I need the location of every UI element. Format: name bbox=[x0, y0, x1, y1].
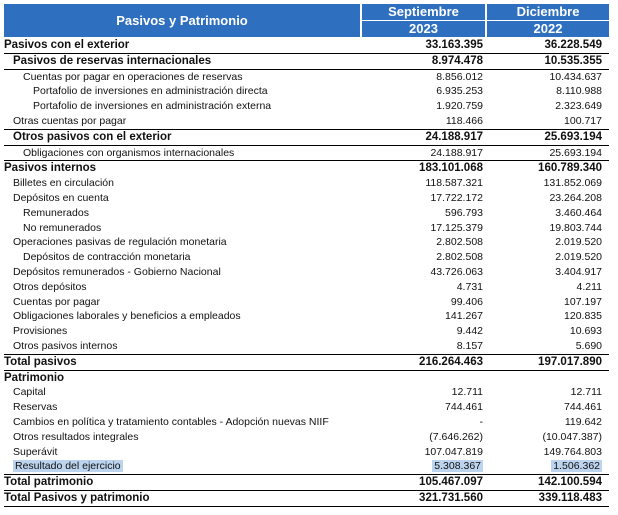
row-cuentas-pagar-reservas bbox=[4, 70, 609, 85]
value-2023: 183.101.068 bbox=[419, 162, 483, 175]
value-2023: 744.461 bbox=[445, 401, 483, 414]
value-2023: 43.726.063 bbox=[430, 265, 483, 278]
value-2023: 8.856.012 bbox=[436, 70, 483, 83]
value-2023: (7.646.262) bbox=[429, 430, 483, 443]
value-2023: 17.125.379 bbox=[430, 221, 483, 234]
row-label: Cambios en política y tratamiento contables - Adopción nuevas NIIF bbox=[13, 415, 329, 428]
row-remunerados bbox=[4, 206, 609, 221]
value-2022: 3.404.917 bbox=[555, 265, 602, 278]
table-body bbox=[4, 38, 609, 507]
value-2022: 131.852.069 bbox=[543, 177, 602, 190]
row-capital bbox=[4, 385, 609, 400]
row-label: Depósitos en cuenta bbox=[13, 191, 109, 204]
row-reservas bbox=[4, 400, 609, 415]
row-cambios-niif bbox=[4, 415, 609, 430]
row-label: Otros pasivos internos bbox=[13, 339, 118, 352]
row-label: Patrimonio bbox=[4, 371, 65, 384]
row-otros-depositos bbox=[4, 280, 609, 295]
value-2022: 25.693.194 bbox=[549, 146, 602, 159]
value-2023: 8.157 bbox=[456, 339, 483, 352]
row-no-remunerados bbox=[4, 221, 609, 236]
value-2022: 5.690 bbox=[575, 339, 602, 352]
value-2023: 6.935.253 bbox=[436, 85, 483, 98]
header-col-sept-2023 bbox=[362, 4, 485, 37]
row-label: Portafolio de inversiones en administración directa bbox=[33, 85, 268, 98]
value-2023: 9.442 bbox=[456, 325, 483, 338]
header-col-dic-2022 bbox=[487, 4, 609, 37]
value-2022: 120.835 bbox=[564, 310, 602, 323]
value-2022: 19.803.744 bbox=[549, 221, 602, 234]
header-title bbox=[4, 4, 360, 37]
row-label: Portafolio de inversiones en administración externa bbox=[33, 100, 272, 113]
value-2023: 24.188.917 bbox=[430, 146, 483, 159]
row-pasivos-exterior bbox=[4, 38, 609, 54]
value-2023: 8.974.478 bbox=[431, 54, 483, 67]
row-label: Superávit bbox=[13, 445, 58, 458]
row-label: Otros resultados integrales bbox=[13, 430, 139, 443]
value-2022: 8.110.988 bbox=[556, 85, 602, 98]
row-otros-pasivos-exterior bbox=[4, 130, 609, 146]
row-label: Capital bbox=[13, 386, 46, 399]
row-label: Provisiones bbox=[13, 325, 68, 338]
row-label: Depósitos de contracción monetaria bbox=[23, 251, 191, 264]
row-pasivos-internos bbox=[4, 161, 609, 176]
row-label: Cuentas por pagar bbox=[13, 295, 100, 308]
value-2022: 4.211 bbox=[576, 280, 602, 293]
value-2023: - bbox=[479, 415, 483, 428]
row-label: No remunerados bbox=[23, 221, 102, 234]
row-label: Otros depósitos bbox=[13, 280, 87, 293]
balance-sheet bbox=[4, 0, 614, 515]
header-col1-year: 2023 bbox=[362, 20, 485, 37]
value-2022: 25.693.194 bbox=[544, 130, 602, 143]
row-label: Pasivos internos bbox=[4, 162, 97, 175]
row-otros-resultados bbox=[4, 430, 609, 445]
value-2022: 12.711 bbox=[570, 386, 602, 399]
row-portafolio-directa bbox=[4, 84, 609, 99]
row-label: Reservas bbox=[13, 401, 58, 414]
value-2023: 118.466 bbox=[445, 114, 483, 127]
row-label: Otros pasivos con el exterior bbox=[13, 130, 172, 143]
value-2023: 33.163.395 bbox=[425, 39, 483, 51]
row-label: Obligaciones con organismos internacionales bbox=[23, 146, 235, 159]
header-col1-month: Septiembre bbox=[388, 4, 459, 19]
row-portafolio-externa bbox=[4, 99, 609, 114]
value-2023: 12.711 bbox=[451, 386, 483, 399]
row-label: Remunerados bbox=[23, 206, 89, 219]
value-2023: 321.731.560 bbox=[419, 491, 483, 504]
row-provisiones bbox=[4, 324, 609, 339]
header-title-text: Pasivos y Patrimonio bbox=[116, 12, 248, 28]
value-2023: 118.587.321 bbox=[425, 177, 483, 190]
value-2022: 36.228.549 bbox=[544, 39, 602, 51]
row-resultado-ejercicio bbox=[4, 459, 609, 475]
row-obligaciones-laborales bbox=[4, 309, 609, 324]
row-label: Total Pasivos y patrimonio bbox=[4, 491, 150, 504]
row-label: Pasivos de reservas internacionales bbox=[13, 54, 212, 67]
row-label: Total pasivos bbox=[4, 355, 77, 368]
value-2022: 107.197 bbox=[564, 295, 602, 308]
row-label: Billetes en circulación bbox=[13, 177, 114, 190]
value-2022: 744.461 bbox=[564, 401, 602, 414]
row-obligaciones-organismos bbox=[4, 146, 609, 162]
value-2022: 3.460.464 bbox=[555, 206, 602, 219]
row-total-pasivos-patrimonio bbox=[4, 491, 609, 507]
row-operaciones-pasivas bbox=[4, 235, 609, 250]
value-2023: 596.793 bbox=[445, 206, 483, 219]
row-otros-pasivos-internos bbox=[4, 339, 609, 355]
value-2022: 2.019.520 bbox=[555, 236, 602, 249]
row-depositos-cuenta bbox=[4, 191, 609, 206]
value-2022: 119.642 bbox=[564, 415, 602, 428]
value-2023: 1.920.759 bbox=[436, 100, 483, 113]
value-2023: 107.047.819 bbox=[424, 445, 483, 458]
row-label: Depósitos remunerados - Gobierno Nacional bbox=[13, 265, 221, 278]
value-2023: 105.467.097 bbox=[419, 476, 483, 489]
row-cuentas-por-pagar bbox=[4, 295, 609, 310]
value-2022: 1.506.362 bbox=[553, 460, 600, 473]
row-label: Cuentas por pagar en operaciones de reservas bbox=[23, 70, 243, 83]
row-label: Total patrimonio bbox=[4, 476, 94, 489]
value-2022: 100.717 bbox=[564, 114, 602, 127]
value-2023: 141.267 bbox=[445, 310, 483, 323]
row-label: Operaciones pasivas de regulación monetaria bbox=[13, 236, 227, 249]
row-total-patrimonio bbox=[4, 475, 609, 491]
value-2022: 149.764.803 bbox=[543, 445, 602, 458]
row-superavit bbox=[4, 445, 609, 460]
value-2022: 142.100.594 bbox=[538, 476, 602, 489]
table-header bbox=[4, 4, 609, 37]
value-2022: 10.535.355 bbox=[544, 54, 602, 67]
value-2022: 339.118.483 bbox=[538, 491, 602, 504]
value-2023: 5.308.367 bbox=[434, 460, 481, 473]
value-2022: 10.693 bbox=[569, 325, 602, 338]
value-2022: 160.789.340 bbox=[538, 162, 602, 175]
row-depositos-gobierno bbox=[4, 265, 609, 280]
row-depositos-contraccion bbox=[4, 250, 609, 265]
value-2023: 17.722.172 bbox=[430, 191, 483, 204]
value-2023: 99.406 bbox=[450, 295, 483, 308]
value-2023: 216.264.463 bbox=[419, 355, 483, 368]
row-patrimonio-heading bbox=[4, 371, 609, 386]
value-2023: 2.802.508 bbox=[436, 251, 483, 264]
row-label: Obligaciones laborales y beneficios a empleados bbox=[13, 310, 241, 323]
row-pasivos-reservas bbox=[4, 54, 609, 70]
row-label: Resultado del ejercicio bbox=[15, 460, 121, 473]
value-2022: 23.264.208 bbox=[549, 191, 602, 204]
value-2022: 2.323.649 bbox=[555, 100, 602, 113]
row-billetes bbox=[4, 176, 609, 191]
value-2022: 10.434.637 bbox=[549, 70, 602, 83]
value-2023: 2.802.508 bbox=[436, 236, 483, 249]
row-otras-cuentas-pagar bbox=[4, 114, 609, 130]
row-total-pasivos bbox=[4, 355, 609, 371]
value-2022: (10.047.387) bbox=[542, 430, 602, 443]
value-2023: 4.731 bbox=[456, 280, 483, 293]
row-label: Otras cuentas por pagar bbox=[13, 114, 127, 127]
value-2022: 197.017.890 bbox=[538, 355, 602, 368]
row-label: Pasivos con el exterior bbox=[4, 39, 130, 51]
value-2023: 24.188.917 bbox=[425, 130, 483, 143]
header-col2-year: 2022 bbox=[487, 20, 609, 37]
header-col2-month: Diciembre bbox=[516, 4, 580, 19]
value-2022: 2.019.520 bbox=[555, 251, 602, 264]
